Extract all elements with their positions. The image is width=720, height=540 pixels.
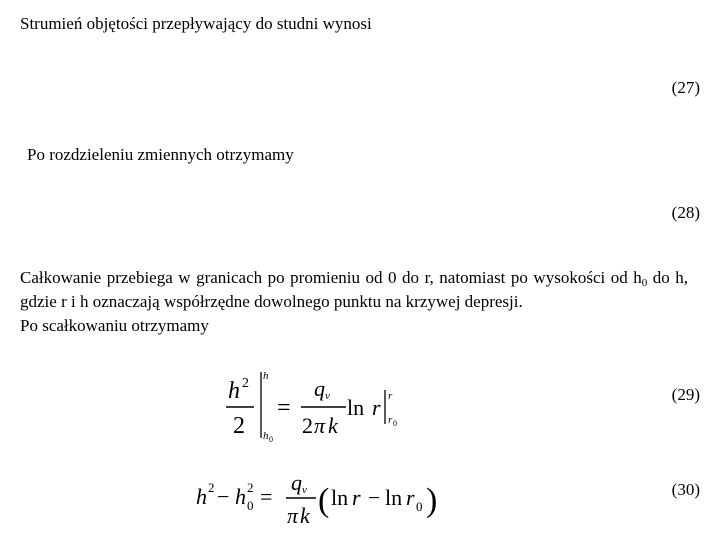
- f29-lower-limit-h: h: [263, 430, 269, 442]
- f29-two: 2: [302, 413, 313, 438]
- f29-equals: =: [277, 395, 291, 421]
- f30-sub0: 0: [247, 498, 254, 513]
- f30-lparen: (: [318, 482, 330, 519]
- f30-minus: −: [217, 484, 230, 509]
- separation-text: Po rozdzieleniu zmiennych otrzymamy: [27, 145, 294, 164]
- equation-number-27: (27): [671, 78, 700, 97]
- equation-number-28: (28): [671, 203, 700, 222]
- f30-sup2: 2: [247, 480, 254, 495]
- f30-sup1: 2: [208, 480, 215, 495]
- f30-q-sub: v: [302, 484, 307, 496]
- f29-h: h: [228, 378, 240, 404]
- paragraph-line-1-sub: 0: [641, 277, 648, 289]
- f29-two-sup: 2: [242, 376, 249, 391]
- f30-q: q: [291, 470, 302, 495]
- paragraph-line-2: Po scałkowaniu otrzymamy: [20, 316, 209, 335]
- paragraph-line-1: [20, 266, 688, 314]
- paragraph-line-1-a: Całkowanie przebiega w granicach po promieniu od 0 do r, natomiast po wysokości od h: [20, 268, 642, 287]
- f29-pi: π: [314, 413, 326, 438]
- f29-lower-limit-h-sub: 0: [269, 435, 273, 444]
- f30-r2-sub: 0: [416, 499, 423, 514]
- f29-r: r: [372, 395, 381, 420]
- equation-number-30: (30): [671, 480, 700, 499]
- formula-29: [222, 366, 422, 446]
- f29-upper-limit-h: h: [263, 370, 269, 382]
- f29-denominator: 2: [233, 413, 245, 439]
- formula-30: [190, 467, 450, 531]
- f29-k: k: [328, 413, 338, 438]
- f29-ln: ln: [347, 395, 365, 420]
- f30-ln1: ln: [331, 485, 349, 510]
- f29-q: q: [314, 376, 325, 401]
- f30-k: k: [300, 503, 310, 528]
- integration-paragraph: [20, 266, 688, 338]
- f29-lower-limit-r-sub: 0: [393, 419, 397, 428]
- f29-q-sub: v: [325, 390, 330, 402]
- f30-ln2: ln: [385, 485, 403, 510]
- f30-r1: r: [352, 485, 361, 510]
- f30-pi: π: [287, 503, 299, 528]
- f30-h: h: [196, 484, 207, 509]
- equation-number-29: (29): [671, 385, 700, 404]
- f29-lower-limit-r: r: [388, 414, 393, 426]
- f30-h0: h: [235, 484, 246, 509]
- paragraph-line-1-b: do h, gdzie r i h oznaczają współrzędne dowolnego punktu na krzywej depresji.: [20, 268, 689, 311]
- f30-rparen: ): [426, 482, 438, 519]
- f30-minus2: −: [368, 485, 381, 510]
- f30-r2: r: [406, 485, 415, 510]
- f29-upper-limit-r: r: [388, 390, 393, 402]
- f30-equals: =: [260, 484, 273, 509]
- intro-text: Strumień objętości przepływający do studni wynosi: [20, 14, 372, 33]
